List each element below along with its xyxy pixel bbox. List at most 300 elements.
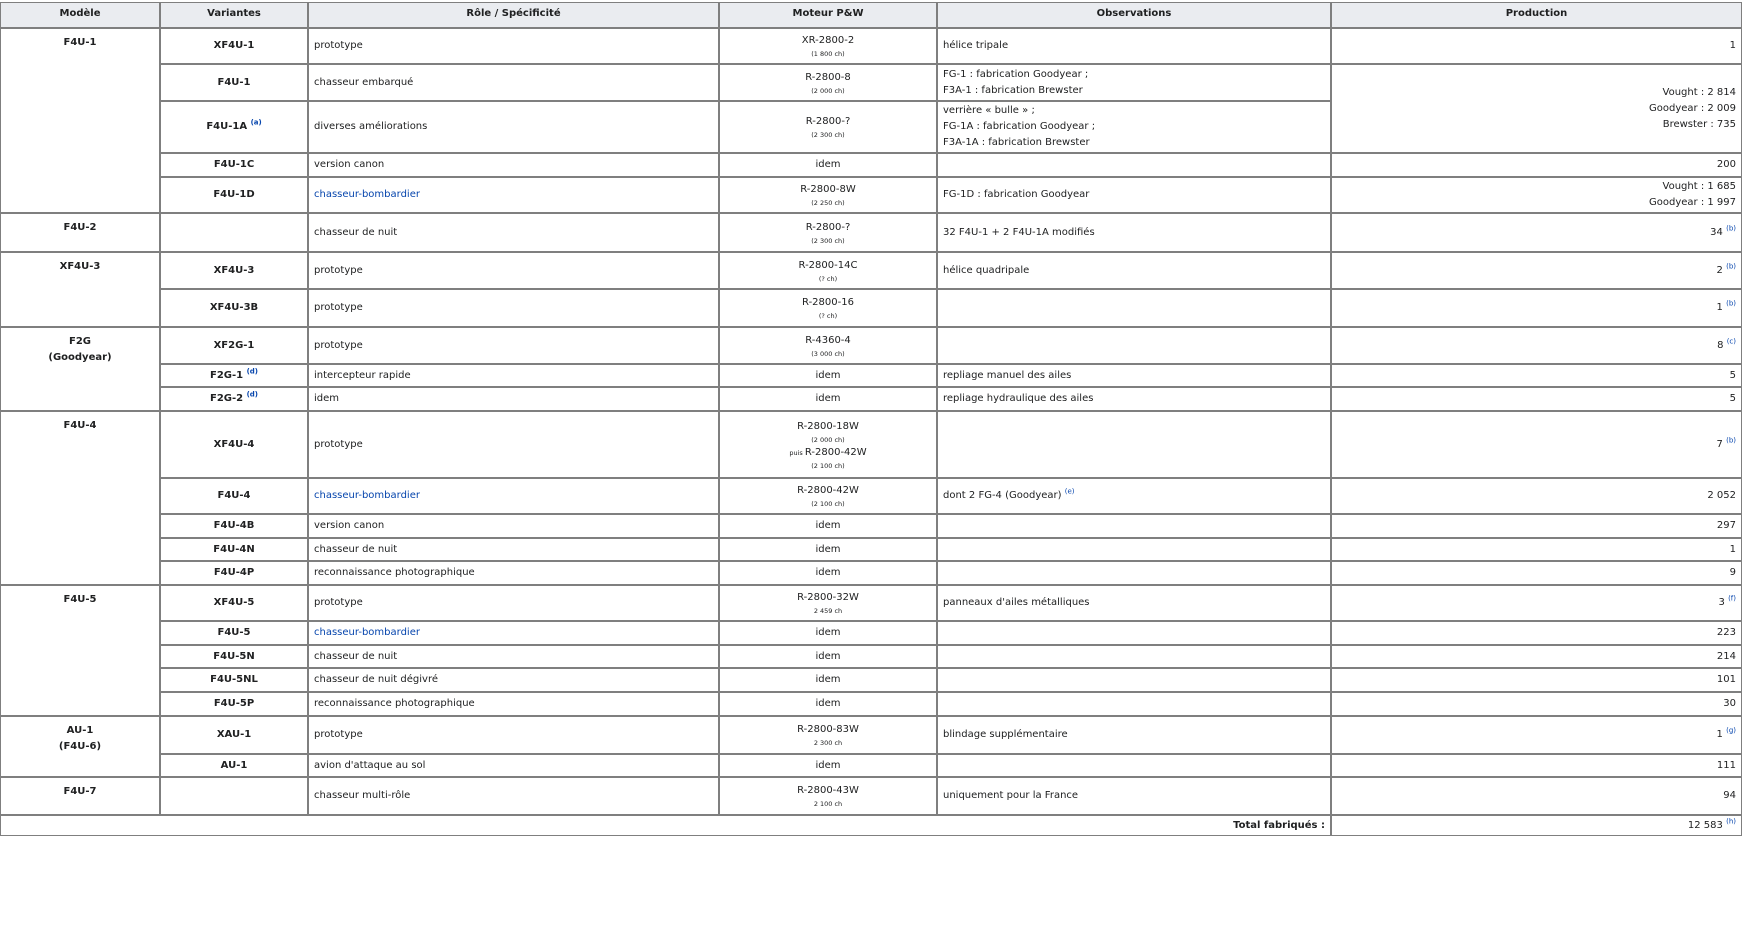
role-cell <box>308 101 719 153</box>
column-header-5: Production <box>1331 2 1742 28</box>
footnote-ref-link[interactable]: (e) <box>1064 487 1075 496</box>
production-value: Goodyear : 1 997 <box>1649 197 1736 208</box>
footnote-ref-link[interactable]: (g) <box>1726 726 1736 735</box>
production-value: 94 <box>1723 790 1736 801</box>
role-cell <box>308 668 719 692</box>
model-cell <box>0 213 160 252</box>
variant-name <box>217 488 250 504</box>
variant-cell <box>160 177 308 213</box>
production-line <box>1707 488 1736 504</box>
observation-cell <box>937 252 1331 289</box>
engine-model: R-2800-18W <box>797 420 859 432</box>
variant-name <box>214 437 255 453</box>
observation-line <box>943 595 1090 611</box>
variant-label: XF4U-1 <box>213 40 255 51</box>
production-line <box>1717 300 1736 316</box>
model-name: (Goodyear) <box>48 352 112 363</box>
role-cell <box>308 28 719 64</box>
observation-cell <box>937 364 1331 387</box>
production-value: Goodyear : 2 009 <box>1649 102 1736 114</box>
engine-model: idem <box>815 369 841 381</box>
observation-line <box>943 187 1089 203</box>
role-cell <box>308 64 719 101</box>
production-line <box>1717 727 1736 743</box>
footnote-ref-link[interactable]: (f) <box>1728 594 1736 603</box>
role-cell <box>308 327 719 364</box>
production-cell <box>1331 754 1742 777</box>
observation-cell <box>937 514 1331 538</box>
variant-cell <box>160 538 308 561</box>
variant-name <box>210 672 258 688</box>
observation-cell <box>937 585 1331 621</box>
variant-label: XF4U-5 <box>213 597 255 608</box>
model-name: (F4U-6) <box>58 741 102 752</box>
production-value: 9 <box>1729 567 1736 578</box>
engine-model: idem <box>815 650 841 662</box>
column-header-2: Rôle / Spécificité <box>308 2 719 28</box>
variant-label: F4U-1D <box>213 189 255 200</box>
variant-label: F4U-5N <box>213 650 255 662</box>
merged-production-cell <box>1331 64 1742 153</box>
observation-cell <box>937 101 1331 153</box>
observation-line <box>943 368 1071 384</box>
production-line <box>1730 391 1736 407</box>
engine-model: R-2800-? <box>805 221 851 233</box>
model-cell <box>0 777 160 815</box>
observation-line <box>943 727 1068 743</box>
variant-name <box>210 391 258 407</box>
production-cell <box>1331 585 1742 621</box>
footnote-ref-link[interactable]: (b) <box>1726 299 1736 308</box>
variant-name <box>214 338 255 354</box>
engine-cell <box>719 364 937 387</box>
variant-label: XF2G-1 <box>213 339 255 351</box>
role-text: prototype <box>314 339 363 351</box>
column-header-4: Observations <box>937 2 1331 28</box>
variant-cell <box>160 585 308 621</box>
production-value: 214 <box>1716 650 1736 662</box>
observation-cell <box>937 668 1331 692</box>
engine-cell <box>719 177 937 213</box>
variant-cell <box>160 668 308 692</box>
production-cell <box>1331 153 1742 177</box>
engine-model: R-2800-43W <box>797 785 859 796</box>
production-cell <box>1331 213 1742 252</box>
role-text: reconnaissance photographique <box>314 698 475 709</box>
role-cell <box>308 387 719 411</box>
production-value: 1 <box>1729 543 1736 555</box>
variant-cell <box>160 101 308 153</box>
footnote-ref-link[interactable]: (a) <box>250 118 262 127</box>
variant-cell <box>160 561 308 585</box>
variant-cell <box>160 754 308 777</box>
observation-cell <box>937 153 1331 177</box>
model-name: F4U-5 <box>63 594 97 605</box>
model-cell <box>0 28 160 213</box>
production-value: 2 <box>1716 264 1723 276</box>
footnote-ref-link[interactable]: (d) <box>246 367 258 376</box>
production-cell <box>1331 668 1742 692</box>
model-name: F4U-2 <box>63 222 97 233</box>
production-cell <box>1331 692 1742 716</box>
engine-power: (2 300 ch) <box>811 236 845 245</box>
variant-name <box>213 187 254 203</box>
production-cell <box>1331 514 1742 538</box>
engine-model: R-2800-8 <box>805 71 851 83</box>
variant-cell <box>160 327 308 364</box>
variant-cell <box>160 64 308 101</box>
column-header-0: Modèle <box>0 2 160 28</box>
production-line <box>1717 625 1736 641</box>
engine-then: puis <box>789 448 805 457</box>
role-text: chasseur de nuit <box>314 226 398 238</box>
role-cell <box>308 716 719 754</box>
total-number: 12 583 <box>1687 819 1723 831</box>
production-line <box>1717 672 1736 688</box>
production-line <box>1717 758 1736 774</box>
role-cell <box>308 177 719 213</box>
footnote-ref-link[interactable]: (b) <box>1726 262 1736 271</box>
observation-text: repliage hydraulique des ailes <box>943 393 1094 404</box>
role-text: reconnaissance photographique <box>314 567 475 578</box>
model-name: XF4U-3 <box>59 261 101 272</box>
observation-text: verrière « bulle » ; <box>943 105 1035 116</box>
variant-name <box>214 518 255 534</box>
production-value: 111 <box>1716 759 1736 771</box>
variant-label: F2G-2 <box>209 393 244 404</box>
variant-cell <box>160 252 308 289</box>
production-line <box>1717 518 1736 534</box>
role-text: chasseur embarqué <box>314 76 414 88</box>
variant-name <box>214 696 254 712</box>
production-cell <box>1331 777 1742 815</box>
role-text: version canon <box>314 520 385 531</box>
engine-cell <box>719 514 937 538</box>
role-cell <box>308 411 719 478</box>
observation-cell <box>937 327 1331 364</box>
observation-text: panneaux d'ailes métalliques <box>943 597 1090 608</box>
engine-cell <box>719 213 937 252</box>
engine-cell <box>719 327 937 364</box>
engine-model: R-2800-? <box>805 116 851 127</box>
footnote-ref-link[interactable]: (b) <box>1726 436 1736 445</box>
observation-cell <box>937 645 1331 668</box>
role-cell <box>308 754 719 777</box>
variant-label: XAU-1 <box>216 729 252 740</box>
observation-text: FG-1A : fabrication Goodyear ; <box>943 121 1096 132</box>
observation-cell <box>937 387 1331 411</box>
engine-power: (? ch) <box>818 274 838 283</box>
variant-cell <box>160 213 308 252</box>
variant-label: XF4U-3 <box>213 264 255 276</box>
variant-label: F4U-4 <box>217 490 251 501</box>
model-name: F4U-7 <box>63 786 97 797</box>
production-line <box>1723 788 1736 804</box>
production-value: Vought : 2 814 <box>1662 86 1736 98</box>
observation-cell <box>937 538 1331 561</box>
model-name: AU-1 <box>66 725 94 736</box>
observation-text: uniquement pour la France <box>943 790 1079 801</box>
engine-model: R-2800-42W <box>804 446 867 458</box>
footnote-ref-link[interactable]: (d) <box>246 390 258 399</box>
role-text: avion d'attaque au sol <box>314 759 426 771</box>
variant-label: F4U-5P <box>213 698 255 709</box>
engine-cell <box>719 754 937 777</box>
production-line <box>1717 649 1736 665</box>
engine-cell <box>719 411 937 478</box>
engine-cell <box>719 716 937 754</box>
variant-name <box>210 300 258 316</box>
variant-label: F4U-4P <box>213 567 255 578</box>
production-cell <box>1331 387 1742 411</box>
role-cell <box>308 289 719 327</box>
production-value: 8 <box>1717 339 1724 351</box>
observation-text: F3A-1A : fabrication Brewster <box>943 137 1090 148</box>
variant-cell <box>160 621 308 645</box>
role-text: prototype <box>314 302 363 313</box>
role-cell <box>308 645 719 668</box>
engine-model: idem <box>815 567 841 578</box>
role-text: idem <box>314 393 340 404</box>
observation-line <box>943 488 1075 504</box>
production-value: 1 <box>1716 729 1723 740</box>
production-value: Vought : 1 685 <box>1662 181 1736 192</box>
production-value: 30 <box>1723 698 1736 709</box>
role-text: chasseur multi-rôle <box>314 790 411 801</box>
role-cell <box>308 364 719 387</box>
variant-name <box>213 649 254 665</box>
observation-cell <box>937 411 1331 478</box>
production-cell <box>1331 621 1742 645</box>
variant-name <box>221 758 248 774</box>
role-cell <box>308 692 719 716</box>
observation-cell <box>937 478 1331 514</box>
observation-line <box>943 788 1078 804</box>
observation-text: F3A-1 : fabrication Brewster <box>943 84 1083 96</box>
observation-line <box>943 103 1035 119</box>
engine-model: idem <box>815 759 841 771</box>
engine-cell <box>719 64 937 101</box>
variant-cell <box>160 478 308 514</box>
observation-line <box>943 225 1095 241</box>
production-cell <box>1331 327 1742 364</box>
engine-cell <box>719 585 937 621</box>
production-line <box>1730 542 1736 558</box>
engine-model: XR-2800-2 <box>801 35 855 46</box>
observation-text: hélice quadripale <box>943 264 1030 276</box>
engine-model: R-2800-42W <box>797 485 859 496</box>
production-line <box>1723 696 1736 712</box>
role-cell <box>308 478 719 514</box>
production-cell <box>1331 411 1742 478</box>
role-text: chasseur de nuit dégivré <box>314 674 438 685</box>
production-line <box>1710 225 1736 241</box>
engine-cell <box>719 28 937 64</box>
model-cell <box>0 252 160 327</box>
production-line <box>1649 195 1736 211</box>
production-line <box>1730 38 1736 54</box>
total-label: Total fabriqués : <box>1233 819 1325 831</box>
engine-cell <box>719 101 937 153</box>
engine-power: (2 000 ch) <box>811 435 845 444</box>
engine-cell <box>719 538 937 561</box>
variant-cell <box>160 153 308 177</box>
observation-line <box>943 135 1090 151</box>
engine-cell <box>719 387 937 411</box>
footnote-ref-link[interactable]: (h) <box>1726 817 1736 826</box>
role-link[interactable]: chasseur-bombardier <box>314 627 420 638</box>
observation-cell <box>937 754 1331 777</box>
engine-power: 2 459 ch <box>813 607 843 615</box>
role-link[interactable]: chasseur-bombardier <box>314 189 420 200</box>
production-value: 7 <box>1716 438 1723 450</box>
engine-cell <box>719 621 937 645</box>
role-text: chasseur de nuit <box>314 543 398 555</box>
observation-line <box>943 119 1095 135</box>
engine-power: (2 250 ch) <box>811 199 845 207</box>
engine-power: (2 300 ch) <box>811 131 845 139</box>
production-line <box>1717 263 1736 279</box>
role-cell <box>308 213 719 252</box>
footnote-ref-link[interactable]: (c) <box>1726 337 1736 346</box>
role-cell <box>308 252 719 289</box>
production-value: 5 <box>1729 393 1736 404</box>
engine-model: idem <box>815 627 841 638</box>
role-text: diverses améliorations <box>314 121 428 132</box>
variant-label: XF4U-3B <box>209 302 259 313</box>
engine-model: R-2800-8W <box>800 184 856 195</box>
production-value: 1 <box>1729 40 1736 51</box>
total-value-cell <box>1331 815 1742 836</box>
variant-label: F4U-1A <box>206 121 248 132</box>
engine-model: R-2800-14C <box>798 259 858 271</box>
footnote-ref-link[interactable]: (b) <box>1726 224 1736 233</box>
variant-cell <box>160 364 308 387</box>
production-line <box>1730 368 1736 384</box>
observation-cell <box>937 561 1331 585</box>
production-line <box>1719 595 1737 611</box>
engine-model: idem <box>815 393 841 404</box>
role-link[interactable]: chasseur-bombardier <box>314 490 420 501</box>
observation-cell <box>937 716 1331 754</box>
role-cell <box>308 514 719 538</box>
variant-cell <box>160 645 308 668</box>
production-line <box>1730 565 1736 581</box>
engine-model: idem <box>815 543 841 555</box>
variant-name <box>213 542 254 558</box>
production-value: 101 <box>1716 674 1736 685</box>
observation-text: 32 F4U-1 + 2 F4U-1A modifiés <box>943 226 1095 238</box>
role-text: prototype <box>314 438 363 450</box>
total-value <box>1688 818 1736 834</box>
observation-cell <box>937 213 1331 252</box>
engine-power: 2 300 ch <box>813 739 843 747</box>
production-cell <box>1331 716 1742 754</box>
observation-cell <box>937 177 1331 213</box>
production-cell <box>1331 177 1742 213</box>
production-value: 34 <box>1710 226 1723 238</box>
observation-line <box>943 83 1083 99</box>
observation-line <box>943 38 1008 54</box>
role-cell <box>308 585 719 621</box>
role-text: chasseur de nuit <box>314 650 398 662</box>
observation-cell <box>937 64 1331 101</box>
variant-name <box>214 595 255 611</box>
engine-cell <box>719 289 937 327</box>
engine-model: idem <box>815 159 841 170</box>
variant-name <box>214 157 254 173</box>
production-value: 223 <box>1716 627 1736 638</box>
engine-model: idem <box>815 698 841 709</box>
variant-label: XF4U-4 <box>213 438 255 450</box>
production-cell <box>1331 538 1742 561</box>
variant-cell <box>160 387 308 411</box>
column-header-1: Variantes <box>160 2 308 28</box>
engine-power: (2 000 ch) <box>811 86 845 95</box>
observation-text: dont 2 FG-4 (Goodyear) <box>943 490 1062 501</box>
variant-cell <box>160 777 308 815</box>
engine-model: idem <box>815 520 841 531</box>
observation-text: FG-1 : fabrication Goodyear ; <box>943 68 1089 80</box>
variant-label: F4U-1 <box>217 76 251 88</box>
variant-name <box>217 625 250 641</box>
engine-power: (3 000 ch) <box>811 349 845 358</box>
observation-cell <box>937 692 1331 716</box>
production-value: 200 <box>1716 159 1736 170</box>
observation-text: repliage manuel des ailes <box>943 369 1072 381</box>
variant-label: F4U-5 <box>217 627 251 638</box>
production-cell <box>1331 289 1742 327</box>
engine-model: R-4360-4 <box>805 334 851 346</box>
variant-cell <box>160 692 308 716</box>
observation-cell <box>937 28 1331 64</box>
variant-cell <box>160 514 308 538</box>
role-text: version canon <box>314 159 385 170</box>
engine-cell <box>719 668 937 692</box>
production-cell <box>1331 252 1742 289</box>
variant-label: AU-1 <box>220 759 248 771</box>
engine-cell <box>719 645 937 668</box>
variant-name <box>206 119 261 135</box>
production-line <box>1717 157 1736 173</box>
engine-power: 2 100 ch <box>813 800 843 808</box>
variant-name <box>210 368 258 384</box>
variant-cell <box>160 716 308 754</box>
production-value: 5 <box>1729 369 1736 381</box>
engine-model: R-2800-83W <box>797 724 859 735</box>
engine-power: (2 100 ch) <box>811 500 845 508</box>
observation-line <box>943 67 1088 83</box>
engine-power: (2 100 ch) <box>811 461 845 470</box>
production-value: 2 052 <box>1707 490 1736 501</box>
engine-cell <box>719 478 937 514</box>
engine-cell <box>719 153 937 177</box>
role-cell <box>308 153 719 177</box>
variant-name <box>214 565 254 581</box>
total-label-cell <box>0 815 1331 836</box>
variant-name <box>214 38 255 54</box>
variant-name <box>217 727 251 743</box>
role-cell <box>308 621 719 645</box>
production-value: 3 <box>1718 597 1725 608</box>
engine-line <box>789 445 866 461</box>
role-text: prototype <box>314 597 363 608</box>
engine-cell <box>719 561 937 585</box>
model-cell <box>0 585 160 716</box>
model-name: F2G <box>69 336 91 347</box>
observation-text: blindage supplémentaire <box>943 729 1068 740</box>
column-header-3: Moteur P&W <box>719 2 937 28</box>
